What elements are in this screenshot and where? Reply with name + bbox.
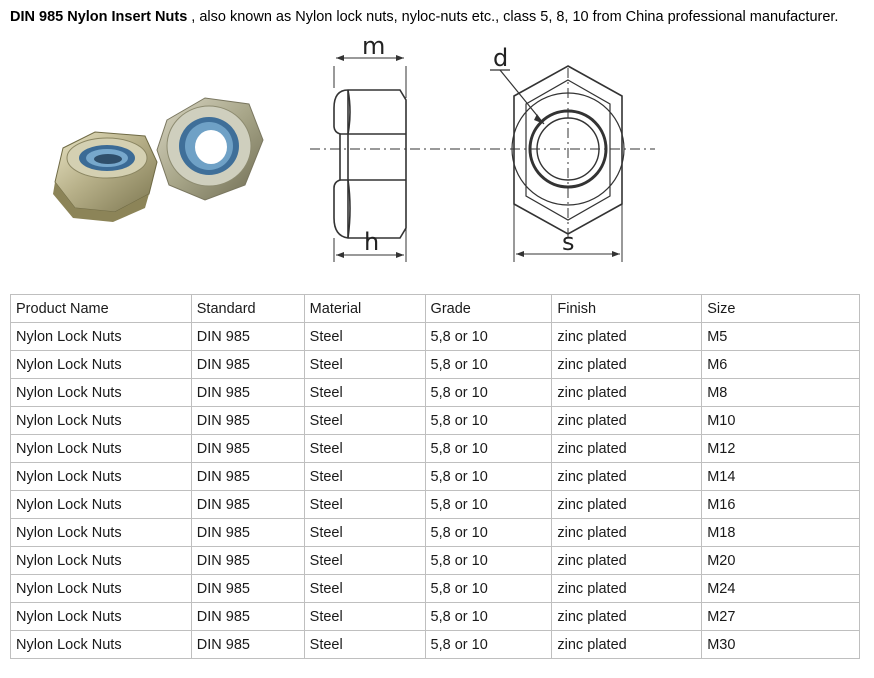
table-row bbox=[11, 463, 860, 491]
table-cell: zinc plated bbox=[552, 463, 702, 491]
table-cell: M18 bbox=[702, 519, 860, 547]
table-cell: Nylon Lock Nuts bbox=[11, 519, 192, 547]
table-cell: zinc plated bbox=[552, 351, 702, 379]
table-cell: 5,8 or 10 bbox=[425, 407, 552, 435]
table-cell: DIN 985 bbox=[191, 463, 304, 491]
table-cell: Steel bbox=[304, 519, 425, 547]
table-row bbox=[11, 351, 860, 379]
table-row bbox=[11, 407, 860, 435]
table-row bbox=[11, 379, 860, 407]
table-cell: Nylon Lock Nuts bbox=[11, 631, 192, 659]
table-cell: 5,8 or 10 bbox=[425, 603, 552, 631]
table-cell: 5,8 or 10 bbox=[425, 631, 552, 659]
table-cell: Nylon Lock Nuts bbox=[11, 407, 192, 435]
table-cell: zinc plated bbox=[552, 575, 702, 603]
table-cell: 5,8 or 10 bbox=[425, 547, 552, 575]
table-cell: zinc plated bbox=[552, 547, 702, 575]
column-header: Size bbox=[702, 295, 860, 323]
table-cell: zinc plated bbox=[552, 379, 702, 407]
table-cell: Steel bbox=[304, 631, 425, 659]
table-cell: M12 bbox=[702, 435, 860, 463]
table-row bbox=[11, 519, 860, 547]
table-row bbox=[11, 491, 860, 519]
back-nut-graphic bbox=[157, 98, 263, 200]
table-cell: 5,8 or 10 bbox=[425, 491, 552, 519]
table-cell: DIN 985 bbox=[191, 351, 304, 379]
table-cell: Steel bbox=[304, 547, 425, 575]
table-cell: Nylon Lock Nuts bbox=[11, 575, 192, 603]
dimension-label-h: h bbox=[364, 228, 380, 256]
table-cell: 5,8 or 10 bbox=[425, 519, 552, 547]
table-cell: 5,8 or 10 bbox=[425, 323, 552, 351]
table-cell: M30 bbox=[702, 631, 860, 659]
table-cell: 5,8 or 10 bbox=[425, 435, 552, 463]
column-header: Material bbox=[304, 295, 425, 323]
table-cell: zinc plated bbox=[552, 491, 702, 519]
table-cell: M6 bbox=[702, 351, 860, 379]
table-cell: DIN 985 bbox=[191, 323, 304, 351]
table-cell: DIN 985 bbox=[191, 547, 304, 575]
intro-text bbox=[10, 8, 870, 26]
table-cell: DIN 985 bbox=[191, 407, 304, 435]
table-row bbox=[11, 631, 860, 659]
nylon-nut-photo bbox=[45, 90, 280, 225]
table-row bbox=[11, 323, 860, 351]
table-cell: zinc plated bbox=[552, 603, 702, 631]
table-cell: Steel bbox=[304, 463, 425, 491]
table-cell: zinc plated bbox=[552, 407, 702, 435]
table-cell: Nylon Lock Nuts bbox=[11, 463, 192, 491]
table-cell: Nylon Lock Nuts bbox=[11, 547, 192, 575]
table-row bbox=[11, 435, 860, 463]
table-cell: zinc plated bbox=[552, 435, 702, 463]
dimension-label-d: d bbox=[493, 44, 509, 72]
table-cell: DIN 985 bbox=[191, 379, 304, 407]
dimension-label-m: m bbox=[362, 32, 386, 60]
table-cell: 5,8 or 10 bbox=[425, 351, 552, 379]
table-cell: 5,8 or 10 bbox=[425, 379, 552, 407]
table-cell: Steel bbox=[304, 575, 425, 603]
front-nut-graphic bbox=[53, 132, 157, 222]
table-cell: M24 bbox=[702, 575, 860, 603]
table-cell: DIN 985 bbox=[191, 491, 304, 519]
nut-technical-drawing bbox=[300, 28, 660, 268]
table-cell: Nylon Lock Nuts bbox=[11, 379, 192, 407]
table-cell: zinc plated bbox=[552, 323, 702, 351]
table-cell: M20 bbox=[702, 547, 860, 575]
table-cell: Nylon Lock Nuts bbox=[11, 435, 192, 463]
intro-title: DIN 985 Nylon Insert Nuts bbox=[10, 9, 188, 25]
table-cell: Steel bbox=[304, 323, 425, 351]
table-cell: Steel bbox=[304, 379, 425, 407]
table-cell: Steel bbox=[304, 491, 425, 519]
table-cell: Steel bbox=[304, 435, 425, 463]
table-cell: DIN 985 bbox=[191, 575, 304, 603]
table-cell: zinc plated bbox=[552, 631, 702, 659]
column-header: Grade bbox=[425, 295, 552, 323]
table-cell: DIN 985 bbox=[191, 631, 304, 659]
table-cell: zinc plated bbox=[552, 519, 702, 547]
table-cell: M14 bbox=[702, 463, 860, 491]
column-header: Product Name bbox=[11, 295, 192, 323]
table-cell: M10 bbox=[702, 407, 860, 435]
table-cell: M5 bbox=[702, 323, 860, 351]
table-row bbox=[11, 575, 860, 603]
table-header-row bbox=[11, 295, 860, 323]
table-cell: M8 bbox=[702, 379, 860, 407]
table-cell: 5,8 or 10 bbox=[425, 575, 552, 603]
table-cell: M16 bbox=[702, 491, 860, 519]
table-cell: Steel bbox=[304, 351, 425, 379]
table-cell: Steel bbox=[304, 407, 425, 435]
dimension-label-s: s bbox=[562, 228, 575, 256]
table-cell: M27 bbox=[702, 603, 860, 631]
table-cell: Steel bbox=[304, 603, 425, 631]
product-spec-table bbox=[10, 294, 860, 659]
column-header: Standard bbox=[191, 295, 304, 323]
table-cell: 5,8 or 10 bbox=[425, 463, 552, 491]
table-cell: DIN 985 bbox=[191, 519, 304, 547]
table-cell: Nylon Lock Nuts bbox=[11, 603, 192, 631]
table-row bbox=[11, 603, 860, 631]
table-cell: Nylon Lock Nuts bbox=[11, 491, 192, 519]
table-cell: Nylon Lock Nuts bbox=[11, 323, 192, 351]
table-cell: DIN 985 bbox=[191, 603, 304, 631]
table-cell: Nylon Lock Nuts bbox=[11, 351, 192, 379]
table-row bbox=[11, 547, 860, 575]
side-view-outline bbox=[334, 90, 406, 238]
column-header: Finish bbox=[552, 295, 702, 323]
intro-description: , also known as Nylon lock nuts, nyloc-nuts etc., class 5, 8, 10 from China professional manufacturer. bbox=[187, 9, 839, 25]
table-cell: DIN 985 bbox=[191, 435, 304, 463]
